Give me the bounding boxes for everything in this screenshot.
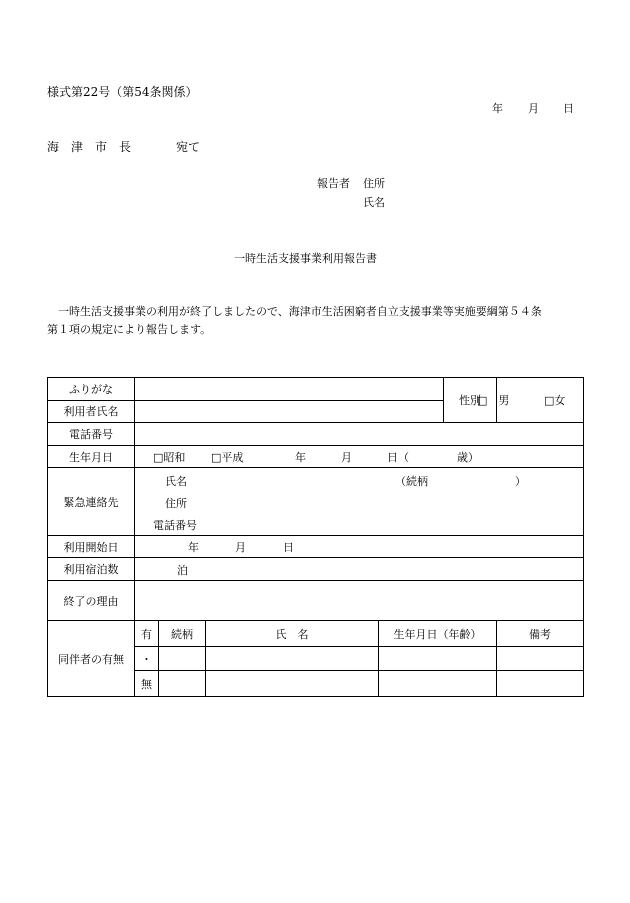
end-reason-label: 終了の理由 bbox=[48, 581, 135, 621]
companion-2-name[interactable] bbox=[206, 671, 379, 697]
start-month-label: 月 bbox=[235, 541, 246, 554]
gender-label: 性別 bbox=[444, 378, 497, 423]
addressee-suffix: 宛て bbox=[176, 140, 201, 154]
end-reason-field[interactable] bbox=[135, 581, 584, 621]
form-number: 様式第22号（第54条関係） bbox=[47, 85, 198, 99]
phone-field[interactable] bbox=[135, 423, 584, 446]
companion-1-relation[interactable] bbox=[159, 647, 206, 671]
companion-1-note[interactable] bbox=[497, 647, 584, 671]
birth-date-label: 生年月日 bbox=[48, 446, 135, 468]
emergency-relation-close: ） bbox=[515, 475, 526, 488]
companion-note-header: 備考 bbox=[497, 621, 584, 647]
birth-month-label: 月 bbox=[341, 451, 352, 464]
birth-date-field[interactable] bbox=[135, 446, 584, 468]
companion-separator: ・ bbox=[135, 647, 159, 671]
companion-label: 同伴者の有無 bbox=[48, 621, 135, 697]
companion-2-note[interactable] bbox=[497, 671, 584, 697]
birth-year-label: 年 bbox=[295, 451, 306, 464]
companion-birth-header: 生年月日（年齢） bbox=[379, 621, 497, 647]
start-day-label: 日 bbox=[283, 541, 294, 554]
start-date-field[interactable] bbox=[135, 536, 584, 558]
companion-2-relation[interactable] bbox=[159, 671, 206, 697]
companion-yes[interactable]: 有 bbox=[135, 621, 159, 647]
reporter-address-label: 住所 bbox=[363, 177, 385, 190]
furigana-label: ふりがな bbox=[48, 378, 135, 401]
era-heisei-checkbox[interactable]: □平成 bbox=[211, 451, 244, 464]
nights-unit: 泊 bbox=[177, 564, 188, 577]
reporter-label: 報告者 bbox=[317, 177, 350, 190]
addressee-name: 海 津 市 長 bbox=[47, 140, 132, 154]
companion-2-birth[interactable] bbox=[379, 671, 497, 697]
date-year-label: 年 bbox=[492, 102, 503, 115]
document-title: 一時生活支援事業利用報告書 bbox=[234, 252, 377, 265]
emergency-relation-label: （続柄 bbox=[395, 475, 428, 488]
companion-name-header: 氏 名 bbox=[206, 621, 379, 647]
start-year-label: 年 bbox=[188, 541, 199, 554]
companion-1-name[interactable] bbox=[206, 647, 379, 671]
nights-label: 利用宿泊数 bbox=[48, 558, 135, 581]
user-name-label: 利用者氏名 bbox=[48, 400, 135, 423]
body-text-line-2: 第１項の規定により報告します。 bbox=[47, 323, 212, 336]
emergency-phone-label: 電話番号 bbox=[153, 519, 197, 532]
gender-options[interactable] bbox=[477, 378, 584, 423]
emergency-address-label: 住所 bbox=[165, 497, 187, 510]
age-label: 歳） bbox=[457, 451, 479, 464]
user-name-field[interactable] bbox=[135, 400, 444, 423]
report-form-table bbox=[47, 377, 584, 697]
furigana-field[interactable] bbox=[135, 378, 444, 401]
reporter-name-label: 氏名 bbox=[363, 196, 385, 209]
gender-female-checkbox[interactable]: □女 bbox=[544, 394, 566, 407]
birth-day-label: 日（ bbox=[387, 451, 409, 464]
date-month-label: 月 bbox=[528, 102, 539, 115]
body-text-line-1: 一時生活支援事業の利用が終了しましたので、海津市生活困窮者自立支援事業等実施要綱第５４条 bbox=[47, 305, 542, 318]
companion-relation-header: 続柄 bbox=[159, 621, 206, 647]
emergency-name-label: 氏名 bbox=[165, 475, 187, 488]
date-day-label: 日 bbox=[563, 102, 574, 115]
companion-1-birth[interactable] bbox=[379, 647, 497, 671]
emergency-contact-field[interactable] bbox=[135, 468, 584, 536]
emergency-contact-label: 緊急連絡先 bbox=[48, 468, 135, 536]
phone-label: 電話番号 bbox=[48, 423, 135, 446]
gender-male-checkbox[interactable]: □ 男 bbox=[477, 394, 510, 407]
companion-no[interactable]: 無 bbox=[135, 671, 159, 697]
nights-field[interactable] bbox=[135, 558, 584, 581]
start-date-label: 利用開始日 bbox=[48, 536, 135, 558]
era-showa-checkbox[interactable]: □昭和 bbox=[153, 451, 186, 464]
